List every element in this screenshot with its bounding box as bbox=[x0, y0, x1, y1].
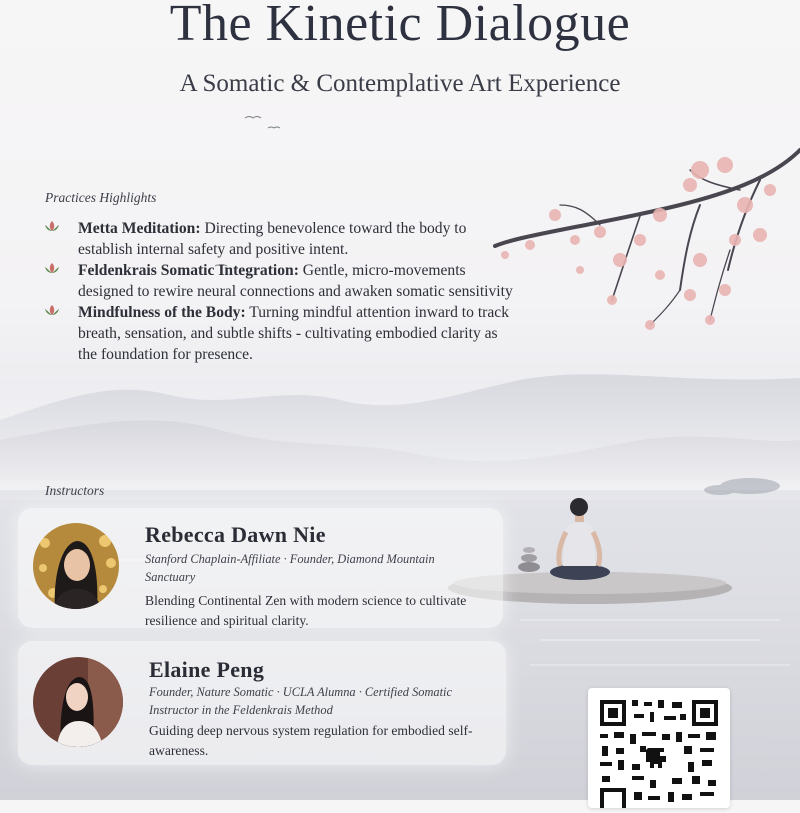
instructors-label: Instructors bbox=[45, 483, 105, 498]
qr-code-icon bbox=[588, 688, 730, 808]
practices-list bbox=[44, 218, 514, 365]
instructor-name: Rebecca Dawn Nie bbox=[145, 522, 326, 547]
avatar bbox=[33, 523, 119, 609]
practice-text: Turning mindful attention inward to track breath, sensation, and subtle shifts - cultivating embodied clarity as the foundation for presence. bbox=[78, 304, 509, 363]
practice-text: Directing benevolence toward the body to establish internal safety and positive intent. bbox=[78, 220, 467, 258]
instructor-role: Founder, Nature Somatic · UCLA Alumna · Certified Somatic Instructor in the Feldenkrais Method bbox=[149, 685, 452, 717]
qr-code[interactable] bbox=[588, 688, 730, 808]
lotus-icon bbox=[44, 220, 60, 232]
practice-text: Gentle, micro-movements designed to rewire neural connections and awaken somatic sensitivity bbox=[78, 262, 513, 300]
page-title: The Kinetic Dialogue bbox=[169, 0, 631, 52]
instructor-description: Blending Continental Zen with modern science to cultivate resilience and spiritual clarity. bbox=[145, 593, 467, 628]
instructor-card bbox=[18, 641, 506, 765]
practice-item bbox=[44, 302, 514, 365]
practice-name: Feldenkrais Somatic Integration: bbox=[78, 262, 299, 279]
practice-name: Mindfulness of the Body: bbox=[78, 304, 246, 321]
avatar bbox=[33, 657, 123, 747]
practice-item bbox=[44, 218, 514, 260]
practice-item bbox=[44, 260, 514, 302]
practice-name: Metta Meditation: bbox=[78, 220, 201, 237]
instructor-name: Elaine Peng bbox=[149, 657, 265, 682]
page-subtitle: A Somatic & Contemplative Art Experience bbox=[179, 70, 621, 97]
instructor-description: Guiding deep nervous system regulation for embodied self-awareness. bbox=[149, 723, 473, 758]
instructor-role: Stanford Chaplain-Affiliate · Founder, Diamond Mountain Sanctuary bbox=[145, 552, 435, 584]
lotus-icon bbox=[44, 262, 60, 274]
blossoms bbox=[501, 157, 776, 330]
instructor-card bbox=[18, 508, 503, 628]
lotus-icon bbox=[44, 304, 60, 316]
practices-label: Practices Highlights bbox=[45, 190, 157, 205]
